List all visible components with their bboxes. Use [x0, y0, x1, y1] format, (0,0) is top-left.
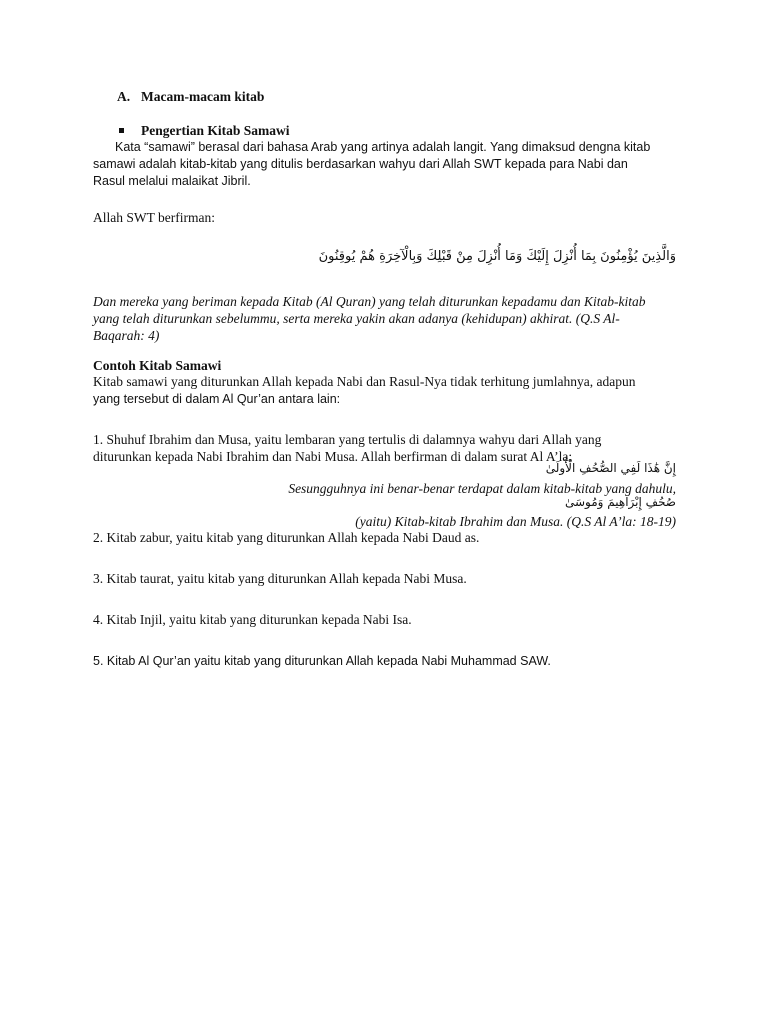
- section-number: A.: [117, 89, 131, 104]
- definition-line-3: Rasul melalui malaikat Jibril.: [93, 174, 251, 188]
- item-2: 2. Kitab zabur, yaitu kitab yang diturunkan Allah kepada Nabi Daud as.: [93, 530, 480, 545]
- examples-heading: Contoh Kitab Samawi: [93, 358, 222, 373]
- definition-line-1: Kata “samawi” berasal dari bahasa Arab yang artinya adalah langit. Yang dimaksud dengna kitab: [115, 140, 651, 154]
- verse-arabic: وَالَّذِينَ يُؤْمِنُونَ بِمَا أُنْزِلَ إِلَيْكَ وَمَا أُنْزِلَ مِنْ قَبْلِكَ وَبِالْآخِرَةِ هُمْ يُوقِنُونَ: [318, 249, 676, 264]
- item-1-line-1: 1. Shuhuf Ibrahim dan Musa, yaitu lembaran yang tertulis di dalamnya wahyu dari Allah yang: [93, 432, 602, 447]
- item-3: 3. Kitab taurat, yaitu kitab yang diturunkan Allah kepada Nabi Musa.: [93, 571, 467, 586]
- item-4: 4. Kitab Injil, yaitu kitab yang diturunkan kepada Nabi Isa.: [93, 612, 412, 627]
- translation-line-2: yang telah diturunkan sebelummu, serta mereka yakin akan adanya (kehidupan) akhirat. (Q.S Al-: [93, 311, 620, 326]
- subsection-title: Pengertian Kitab Samawi: [141, 123, 290, 138]
- item-1-translation-1: Sesungguhnya ini benar-benar terdapat dalam kitab-kitab yang dahulu,: [288, 481, 676, 496]
- item-1-translation-2: (yaitu) Kitab-kitab Ibrahim dan Musa. (Q.S Al A’la: 18-19): [355, 514, 676, 529]
- item-5: 5. Kitab Al Qur’an yaitu kitab yang diturunkan Allah kepada Nabi Muhammad SAW.: [93, 654, 551, 668]
- square-bullet-icon: [119, 128, 124, 133]
- translation-line-1: Dan mereka yang beriman kepada Kitab (Al Quran) yang telah diturunkan kepadamu dan Kitab-kitab: [93, 294, 646, 309]
- examples-intro-line-2: yang tersebut di dalam Al Qur’an antara lain:: [93, 392, 341, 406]
- section-title: Macam-macam kitab: [141, 89, 265, 104]
- item-1-arabic-2: صُحُفِ إِبْرَاهِيمَ وَمُوسَىٰ: [564, 495, 676, 509]
- intro-text: Allah SWT berfirman:: [93, 210, 215, 225]
- item-1-line-2: diturunkan kepada Nabi Ibrahim dan Nabi Musa. Allah berfirman di dalam surat Al A’la:: [93, 449, 573, 464]
- item-1-arabic-1: إِنَّ هَٰذَا لَفِي الصُّحُفِ الْأُولَىٰ: [545, 461, 676, 475]
- translation-line-3: Baqarah: 4): [93, 328, 160, 343]
- examples-intro-line-1: Kitab samawi yang diturunkan Allah kepada Nabi dan Rasul-Nya tidak terhitung jumlahnya, adapun: [93, 374, 636, 389]
- definition-line-2: samawi adalah kitab-kitab yang ditulis berdasarkan wahyu dari Allah SWT kepada para Nabi dan: [93, 157, 628, 171]
